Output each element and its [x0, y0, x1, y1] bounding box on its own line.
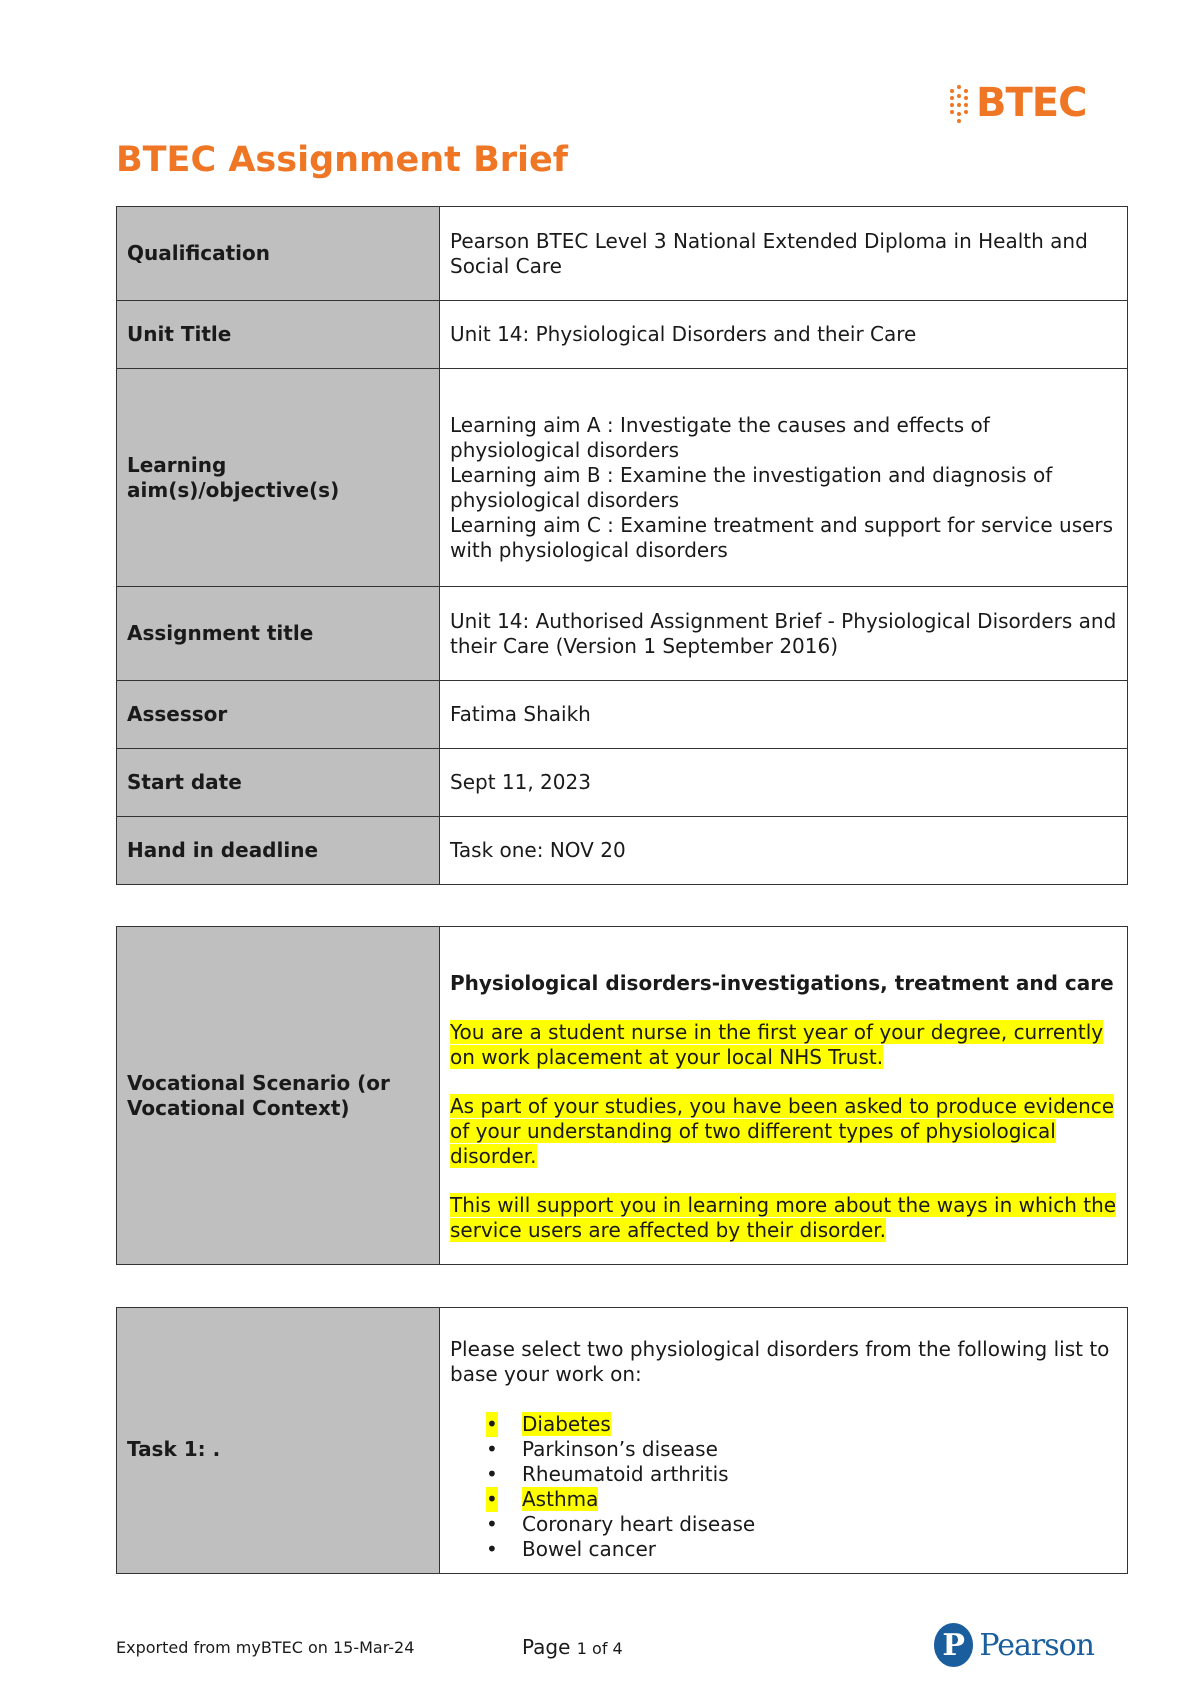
- disorder-list: [450, 1412, 1117, 1562]
- learning-aim-b: Learning aim B : Examine the investigation and diagnosis of physiological disorders: [450, 462, 1053, 512]
- start-date-label: Start date: [117, 749, 440, 817]
- disorder-name: Coronary heart disease: [522, 1512, 756, 1536]
- list-item: [486, 1412, 1117, 1437]
- pearson-mark-icon: P: [934, 1623, 973, 1667]
- table-row: [117, 749, 1128, 817]
- list-item: [486, 1487, 1117, 1512]
- logo-dots-icon: [948, 83, 974, 123]
- page-title: BTEC Assignment Brief: [116, 140, 568, 180]
- assessor-value: Fatima Shaikh: [440, 681, 1128, 749]
- table-row: [117, 927, 1128, 1265]
- disorder-name: Parkinson’s disease: [522, 1437, 718, 1461]
- task-content: [440, 1308, 1128, 1574]
- assignment-title-value: Unit 14: Authorised Assignment Brief - Physiological Disorders and their Care (Version 1 September 2016): [440, 587, 1128, 681]
- learning-aims-label: Learning aim(s)/objective(s): [117, 369, 440, 587]
- bullet-icon: •: [486, 1412, 498, 1436]
- disorder-name: Bowel cancer: [522, 1537, 656, 1561]
- scenario-heading: Physiological disorders-investigations, treatment and care: [450, 970, 1114, 995]
- bullet-icon: •: [486, 1487, 498, 1511]
- table-row: [117, 817, 1128, 885]
- page-number: [522, 1635, 623, 1659]
- learning-aim-a: Learning aim A : Investigate the causes and effects of physiological disorders: [450, 412, 990, 462]
- pearson-logo: [934, 1620, 1094, 1670]
- list-item: [486, 1537, 1117, 1562]
- export-note: Exported from myBTEC on 15-Mar-24: [116, 1638, 415, 1657]
- page-word: Page: [522, 1635, 571, 1659]
- learning-aims-value: [440, 369, 1128, 587]
- table-row: [117, 681, 1128, 749]
- scenario-paragraph: You are a student nurse in the first year of your degree, currently on work placement at your local NHS Trust.: [450, 1019, 1104, 1069]
- details-table: [116, 206, 1128, 885]
- unit-title-label: Unit Title: [117, 301, 440, 369]
- bullet-icon: •: [486, 1512, 498, 1536]
- deadline-value: Task one: NOV 20: [440, 817, 1128, 885]
- bullet-icon: •: [486, 1462, 498, 1486]
- btec-logo: [948, 78, 1098, 128]
- scenario-paragraph: This will support you in learning more about the ways in which the service users are affected by their disorder.: [450, 1192, 1117, 1242]
- table-row: [117, 369, 1128, 587]
- assessor-label: Assessor: [117, 681, 440, 749]
- deadline-label: Hand in deadline: [117, 817, 440, 885]
- disorder-name: Rheumatoid arthritis: [522, 1462, 729, 1486]
- task-label: Task 1: .: [117, 1308, 440, 1574]
- task-table: [116, 1307, 1128, 1574]
- disorder-name: Asthma: [522, 1487, 599, 1511]
- bullet-icon: •: [486, 1537, 498, 1561]
- table-row: [117, 1308, 1128, 1574]
- table-row: [117, 207, 1128, 301]
- learning-aim-c: Learning aim C : Examine treatment and support for service users with physiological disorders: [450, 512, 1114, 562]
- list-item: [486, 1462, 1117, 1487]
- pearson-wordmark: Pearson: [979, 1627, 1094, 1663]
- qualification-value: Pearson BTEC Level 3 National Extended Diploma in Health and Social Care: [440, 207, 1128, 301]
- scenario-table: [116, 926, 1128, 1265]
- qualification-label: Qualification: [117, 207, 440, 301]
- logo-text: BTEC: [976, 80, 1087, 126]
- scenario-paragraph: As part of your studies, you have been asked to produce evidence of your understanding of two different types of physiological disorder.: [450, 1093, 1115, 1168]
- list-item: [486, 1512, 1117, 1537]
- scenario-content: [440, 927, 1128, 1265]
- assignment-title-label: Assignment title: [117, 587, 440, 681]
- scenario-label: Vocational Scenario (or Vocational Context): [117, 927, 440, 1265]
- unit-title-value: Unit 14: Physiological Disorders and their Care: [440, 301, 1128, 369]
- table-row: [117, 301, 1128, 369]
- list-item: [486, 1437, 1117, 1462]
- start-date-value: Sept 11, 2023: [440, 749, 1128, 817]
- page-count: 1 of 4: [576, 1639, 623, 1658]
- disorder-name: Diabetes: [522, 1412, 611, 1436]
- task-intro: Please select two physiological disorders from the following list to base your work on:: [450, 1337, 1110, 1386]
- bullet-icon: •: [486, 1437, 498, 1461]
- table-row: [117, 587, 1128, 681]
